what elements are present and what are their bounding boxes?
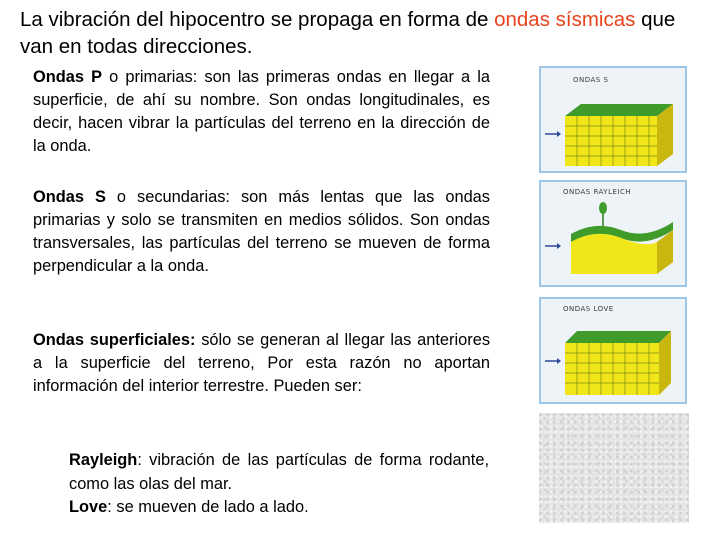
love-text: : se mueven de lado a lado.	[107, 498, 309, 516]
surface-waves-paragraph	[33, 329, 490, 398]
rayleigh-term: Rayleigh	[69, 451, 138, 469]
surface-waves-text: sólo se generan al llegar las anteriores a la superficie del terreno, Por esta razón no aportan información del interior terrestre. Pueden ser:	[33, 331, 491, 395]
rayleigh-text: : vibración de las partículas de forma rodante, como las olas del mar.	[69, 451, 489, 493]
s-waves-figure	[539, 66, 687, 173]
rayleigh-illustration	[541, 182, 685, 285]
p-waves-paragraph	[33, 66, 490, 158]
tree-icon	[599, 202, 607, 226]
love-figure-label: ONDAS LOVE	[563, 305, 614, 313]
s-waves-illustration	[541, 68, 685, 171]
s-waves-figure-label: ONDAS S	[573, 76, 609, 84]
s-waves-text: o secundarias: son más lentas que las ondas primarias y solo se transmiten en medios sólidos. Son ondas transversales, las partículas del terreno se mueven de forma perpendicular a la onda.	[33, 188, 490, 275]
love-item	[69, 496, 489, 520]
title-text-end: que van en todas direcciones.	[20, 8, 676, 58]
rayleigh-figure	[539, 180, 687, 287]
s-waves-term: Ondas S	[33, 188, 106, 206]
title-text-start: La vibración del hipocentro se propaga en forma de	[20, 8, 495, 31]
texture-image	[539, 413, 689, 523]
arrow-right-icon	[545, 131, 561, 137]
love-illustration	[541, 299, 685, 402]
p-waves-text: o primarias: son las primeras ondas en llegar a la superficie, de ahí su nombre. Son ondas longitudinales, es decir, hacen vibrar la partículas del terreno en la dirección de la onda.	[33, 68, 490, 155]
love-term: Love	[69, 498, 108, 516]
slide-title	[20, 6, 680, 60]
love-figure	[539, 297, 687, 404]
s-waves-paragraph	[33, 186, 490, 278]
surface-wave-types	[69, 449, 489, 520]
rayleigh-figure-label: ONDAS RAYLEICH	[563, 188, 632, 196]
rayleigh-item	[69, 449, 489, 496]
surface-waves-term: Ondas superficiales:	[33, 331, 196, 349]
p-waves-term: Ondas P	[33, 68, 103, 86]
arrow-right-icon	[545, 243, 561, 249]
title-highlight: ondas sísmicas	[494, 8, 636, 31]
arrow-right-icon	[545, 358, 561, 364]
